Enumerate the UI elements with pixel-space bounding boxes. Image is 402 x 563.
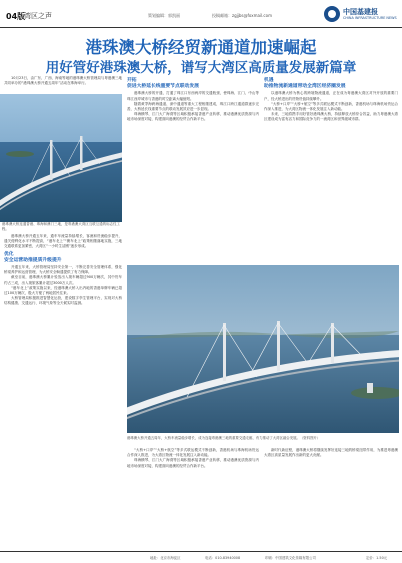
section-b-title: 开拓 促进大桥延长线重要节点联动发展 [127,78,199,90]
article-paragraph: 随着黄茅海跨海通道、深中通道等重大工程相继建成，珠江口跨江通道群逐步完善，大桥延长线重要节点的联动发展效应进一步显现。 [127,101,259,112]
article-paragraph: 珠海横琴、江门大广海湾等区域积极承接香港产业转移，推动港澳优质资源与内地市场深度对接，构建面向港澳的经贸合作新平台。 [127,112,259,122]
column-3 [264,76,398,262]
bridge-photo-aerial [0,94,122,222]
logo-name: 中国基建报 [343,8,378,16]
section-c-title: 机遇 助推物流新通道带动全湾区经济圈发展 [264,78,346,90]
section-a-title: 优化 安全运营助推提质升级提升 [4,251,62,263]
page-footer [0,551,402,563]
photo-main-caption: 港珠澳大桥开通五周年，大桥车流量稳步增长，成为连接粤港澳三地的重要交通走廊，有力推动了大湾区融合发展。（资料图片） [127,436,321,440]
footer-price: 定价：1.50元 [366,556,388,560]
intro-paragraph: 10月23日，由广东、广西、海南等地的港珠澳大桥管理局与粤港澳三地共同举办的“港珠澳大桥开通五周年”活动在珠海举行。 [4,76,122,86]
article-paragraph: “大桥+口岸”“大桥+航空”等多式联运模式不断创新，香港机场与珠海机场货运合作深入推进，为大湾区物流一体化发展注入新动能。 [264,101,398,112]
column-1-lower [4,234,122,548]
photo-top-caption: 港珠澳大桥连通香港、珠海和澳门三地，是粤港澳大湾区互联互通的标志性工程。 [2,222,120,231]
bridge-photo-main [127,265,399,433]
intro-paragraph: 港珠澳大桥开通五年来，通车车流量持续增长，客流和货流稳步提升，通关便利化水平不断提高，“港车北上”“澳车北上”政策相继落地实施，三地交通联系更加紧密，大湾区“一小时生活圈”逐步形成。 [4,234,122,249]
article-paragraph: 截至目前，港珠澳大桥累计验放出入境车辆超过900万辆次，其中货车约占三成，出入境旅客累计超过3000万人次。 [4,275,122,285]
editor-credit: 策划编辑：郭凯丽 [148,13,180,18]
article-paragraph: 大桥管理局积极推进智慧化运营，建设数字孪生管理平台，实现对大桥结构健康、交通运行、环境气象等全天候实时监测。 [4,296,122,306]
article-paragraph: “大桥+口岸”“大桥+航空”等多式联运模式不断创新，香港机场与珠海机场货运合作深入推进，为大湾区物流一体化发展注入新动能。 [127,448,259,458]
newspaper-logo [324,4,397,24]
article-paragraph: 以港珠澳大桥为核心的跨境物流通道，正在成为粤港澳大湾区对外开放的重要门户，经大桥进出的货物货值持续攀升。 [264,91,398,101]
page-number: 04版 [6,12,26,21]
column-2 [127,76,259,262]
section-name: 湾区之声 [24,12,52,20]
article-paragraph: 未来，三地将携手用好管好港珠澳大桥，持续释放大桥综合效益，助力粤港澳大湾区建设成为富有活力和国际竞争力的一流湾区和世界级城市群。 [264,112,398,122]
logo-name-en: CHINA INFRASTRUCTURE NEWS [343,16,397,20]
main-headline: 港珠澳大桥经贸新通道加速崛起 [85,38,317,57]
article-paragraph: 港珠澳大桥的开通，打通了珠江口东西两岸的交通瓶颈，使珠海、江门、中山等珠江西岸城市与香港的时空距离大幅缩短。 [127,91,259,101]
article-paragraph: 珠海横琴、江门大广海湾等区域积极承接香港产业转移，推动港澳优质资源与内地市场深度对接，构建面向港澳的经贸合作新平台。 [127,458,259,468]
closing-paragraph: 新时代新征程，港珠澳大桥将继续发挥好连接三地的桥梁纽带作用，为推进粤港澳大湾区高质量发展作出新的更大贡献。 [264,448,398,458]
logo-emblem-icon [324,6,340,22]
closing-column [264,448,398,548]
footer-phone: 电话：010-83940008 [205,556,241,560]
submission-email: 投稿邮箱：zgjjbs@foxmail.com [212,13,272,18]
article-paragraph: “港车北上”政策实施以来，经港珠澳大桥入出内地的香港单牌车辆已超过100万辆次，极大方便了两地居民往来。 [4,285,122,296]
footer-address: 地址：北京市海淀区 [150,556,181,560]
article-paragraph: 开通五年来，大桥管理局坚持安全第一，不断完善安全管理体系，强化桥梁养护和运营管理，为大桥安全畅通提供了有力保障。 [4,265,122,275]
sub-headline: 用好管好港珠澳大桥，谱写大湾区高质量发展新篇章 [45,60,357,76]
page-header [0,0,402,28]
footer-printer: 印刷：中国建筑文化传媒有限公司 [265,556,316,560]
column-2-lower [127,448,259,548]
intro-column [4,76,122,94]
